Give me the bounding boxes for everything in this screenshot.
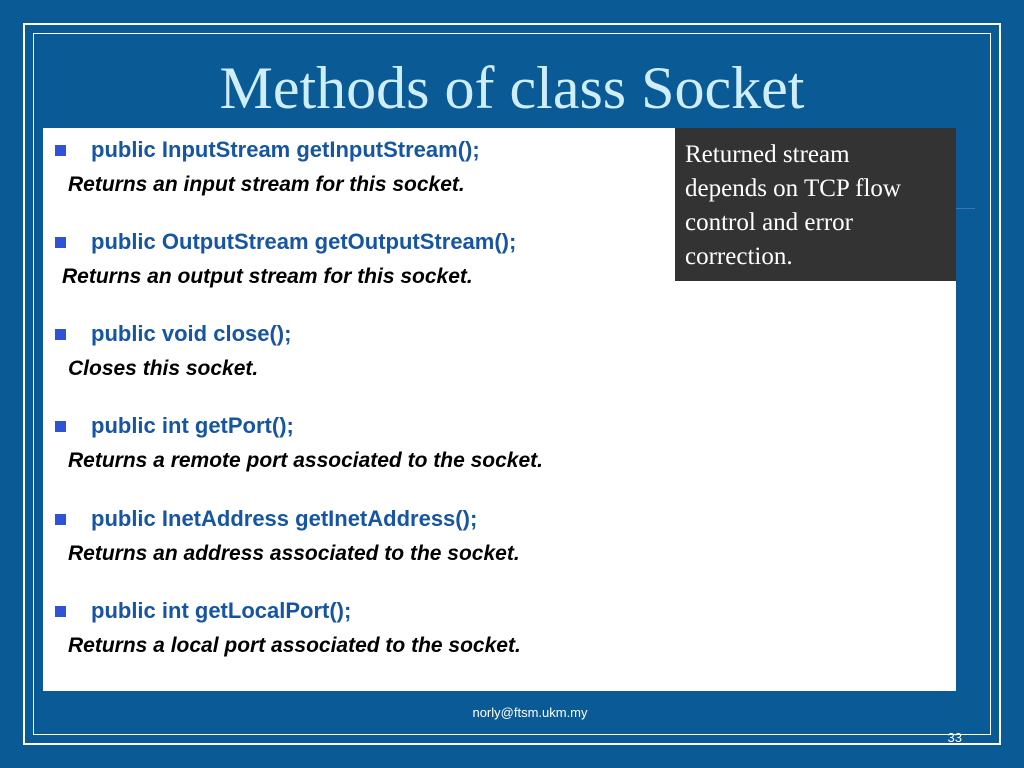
- bullet-square-icon: [55, 237, 66, 248]
- method-description: Returns an input stream for this socket.: [68, 173, 465, 196]
- page-number: 33: [947, 730, 962, 745]
- bullet-square-icon: [55, 606, 66, 617]
- method-signature: public InetAddress getInetAddress();: [91, 506, 478, 531]
- method-signature: public int getPort();: [91, 413, 294, 438]
- slide-title: Methods of class Socket: [219, 55, 805, 121]
- callout-text-line: correction.: [685, 243, 793, 270]
- footer-email: norly@ftsm.ukm.my: [472, 705, 588, 720]
- bullet-square-icon: [55, 329, 66, 340]
- method-description: Returns an output stream for this socket.: [62, 265, 473, 288]
- method-signature: public int getLocalPort();: [91, 598, 352, 623]
- method-description: Returns a remote port associated to the socket.: [68, 449, 543, 472]
- method-description: Returns a local port associated to the socket.: [68, 634, 521, 657]
- callout-text-line: Returned stream: [685, 141, 850, 168]
- callout-note: [675, 128, 956, 281]
- method-signature: public OutputStream getOutputStream();: [91, 229, 517, 254]
- bullet-square-icon: [55, 514, 66, 525]
- method-signature: public InputStream getInputStream();: [91, 137, 480, 162]
- method-description: Closes this socket.: [68, 357, 259, 380]
- method-description: Returns an address associated to the socket.: [68, 542, 520, 565]
- method-signature: public void close();: [91, 321, 292, 346]
- callout-text-line: control and error: [685, 209, 853, 236]
- bullet-square-icon: [55, 421, 66, 432]
- callout-text-line: depends on TCP flow: [685, 175, 901, 202]
- bullet-square-icon: [55, 145, 66, 156]
